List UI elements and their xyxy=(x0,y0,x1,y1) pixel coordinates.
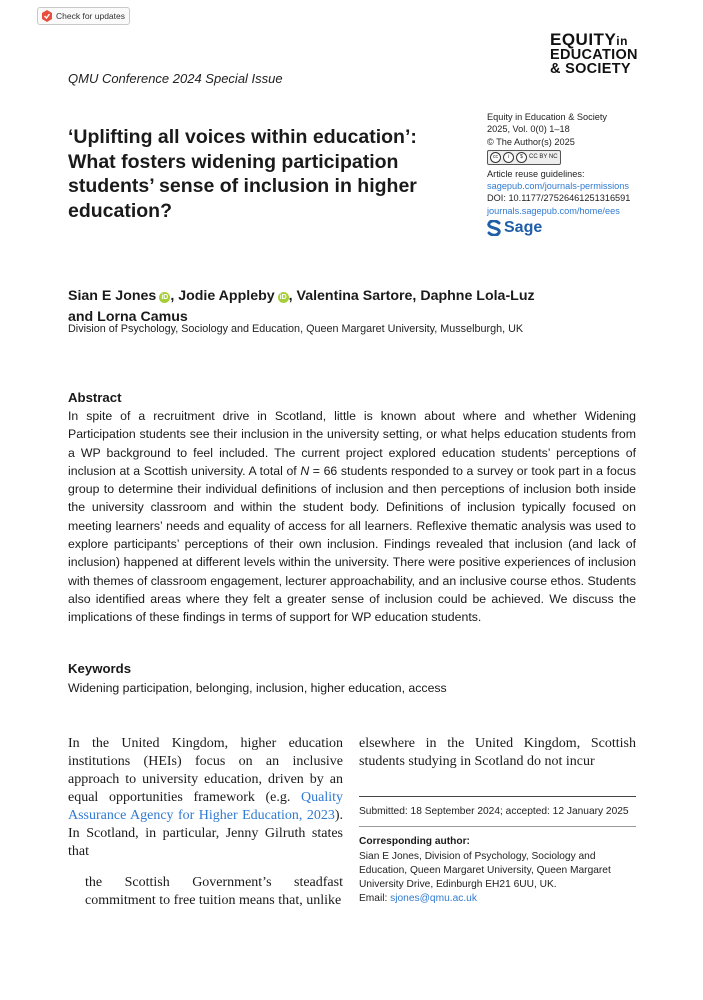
nc-icon: $ xyxy=(516,152,527,163)
copyright: © The Author(s) 2025 xyxy=(487,136,575,147)
authors-line-2: and Lorna Camus xyxy=(68,309,188,325)
keywords-text: Widening participation, belonging, inclusion, higher education, access xyxy=(68,681,447,695)
article-metadata xyxy=(487,111,667,217)
journal-home-link[interactable]: journals.sagepub.com/home/ees xyxy=(487,205,620,216)
check-for-updates-badge[interactable] xyxy=(37,7,130,25)
body-text-part-1: In the United Kingdom, higher education institutions (HEIs) focus on an inclusive approach to university education, driven by an equal opportunities framework (e.g. xyxy=(68,736,343,805)
body-column-2: elsewhere in the United Kingdom, Scottish students studying in Scotland do not incur xyxy=(359,736,636,769)
volume-info: 2025, Vol. 0(0) 1–18 xyxy=(487,124,570,135)
crossmark-icon xyxy=(42,10,52,22)
cc-icon: cc xyxy=(490,152,501,163)
corresponding-author-details xyxy=(359,850,629,906)
sage-s-icon xyxy=(487,220,501,236)
sage-logo xyxy=(487,219,542,237)
orcid-icon[interactable]: iD xyxy=(279,294,287,301)
divider xyxy=(359,796,636,797)
publisher-name: Sage xyxy=(504,219,543,236)
article-title: ‘Uplifting all voices within education’: What fosters widening participation students’ sense of inclusion in higher education? xyxy=(68,126,417,222)
submission-dates: Submitted: 18 September 2024; accepted: 12 January 2025 xyxy=(359,806,629,817)
keywords-heading: Keywords xyxy=(68,661,132,676)
email-link[interactable]: sjones@qmu.ac.uk xyxy=(390,893,477,904)
orcid-icon[interactable]: iD xyxy=(161,294,169,301)
logo-line-1: EQUITY xyxy=(550,30,617,49)
corresponding-author-address: Sian E Jones, Division of Psychology, Sociology and Education, Queen Margaret University, Queen Margaret University Drive, Edinburgh EH21 6UU, UK. xyxy=(359,851,611,890)
author-list xyxy=(68,286,648,328)
abstract-n-variable: N xyxy=(300,463,310,478)
body-text-part-2: ). In Scotland, in particular, Jenny Gilruth states that xyxy=(68,808,343,859)
logo-line-2: EDUCATION xyxy=(550,47,638,63)
email-label: Email: xyxy=(359,893,391,904)
body-column-1 xyxy=(68,735,343,861)
by-icon: i xyxy=(503,152,514,163)
cc-license-badge[interactable] xyxy=(487,150,561,165)
journal-name: Equity in Education & Society xyxy=(487,112,608,122)
authors-rest: , Valentina Sartore, Daphne Lola-Luz xyxy=(288,288,535,304)
abstract-text-part-1: In spite of a recruitment drive in Scotland, little is known about where and whether Widening Participation students see their inclusion in the university setting, or what helps education students from a WP background to feel included. The current project explored education students’ perceptions of inclusion at a Scottish university. A total of xyxy=(68,409,636,478)
doi: DOI: 10.1177/27526461251316591 xyxy=(487,193,631,204)
citation-link[interactable]: Quality Assurance Agency for Higher Education, 2023 xyxy=(68,790,343,823)
reuse-label: Article reuse guidelines: xyxy=(487,168,585,179)
author-separator: , xyxy=(170,288,179,304)
logo-line-3: & SOCIETY xyxy=(550,61,631,77)
reuse-link[interactable]: sagepub.com/journals-permissions xyxy=(487,181,629,192)
corresponding-author-heading: Corresponding author: xyxy=(359,836,470,847)
cc-license-label: CC BY NC xyxy=(529,154,558,161)
block-quote: the Scottish Government’s steadfast commitment to free tuition means that, unlike xyxy=(85,875,343,908)
logo-line-1-small: in xyxy=(616,34,628,48)
abstract-heading: Abstract xyxy=(68,390,122,405)
issue-label: QMU Conference 2024 Special Issue xyxy=(68,71,283,86)
abstract-text-part-2: = 66 students responded to a survey or took part in a focus group to determine their individual definitions of inclusion and then perceptions of inclusion both inside the university classroom and within the student body. Definitions of inclusion typically focused on meeting learners’ needs and equality of access for all learners. Reflexive thematic analysis was used to explore participants’ perceptions of their own inclusion. Findings revealed that inclusion (and lack of inclusion) happened at different levels within the university. There were positive experiences of inclusion with themes of classroom engagement, lecturer approachability, and an inclusive course ethos. Students also identified areas where they felt a greater sense of inclusion could be achieved. We discuss the implications of these findings in terms of support for WP education students. xyxy=(68,463,636,625)
affiliation: Division of Psychology, Sociology and Education, Queen Margaret University, Musselburgh, UK xyxy=(68,323,524,335)
journal-logo xyxy=(550,30,640,77)
check-for-updates-label: Check for updates xyxy=(56,11,125,21)
author-1[interactable]: Sian E Jones xyxy=(68,288,157,304)
abstract-text xyxy=(68,407,636,627)
divider xyxy=(359,826,636,827)
author-2[interactable]: Jodie Appleby xyxy=(178,288,275,304)
